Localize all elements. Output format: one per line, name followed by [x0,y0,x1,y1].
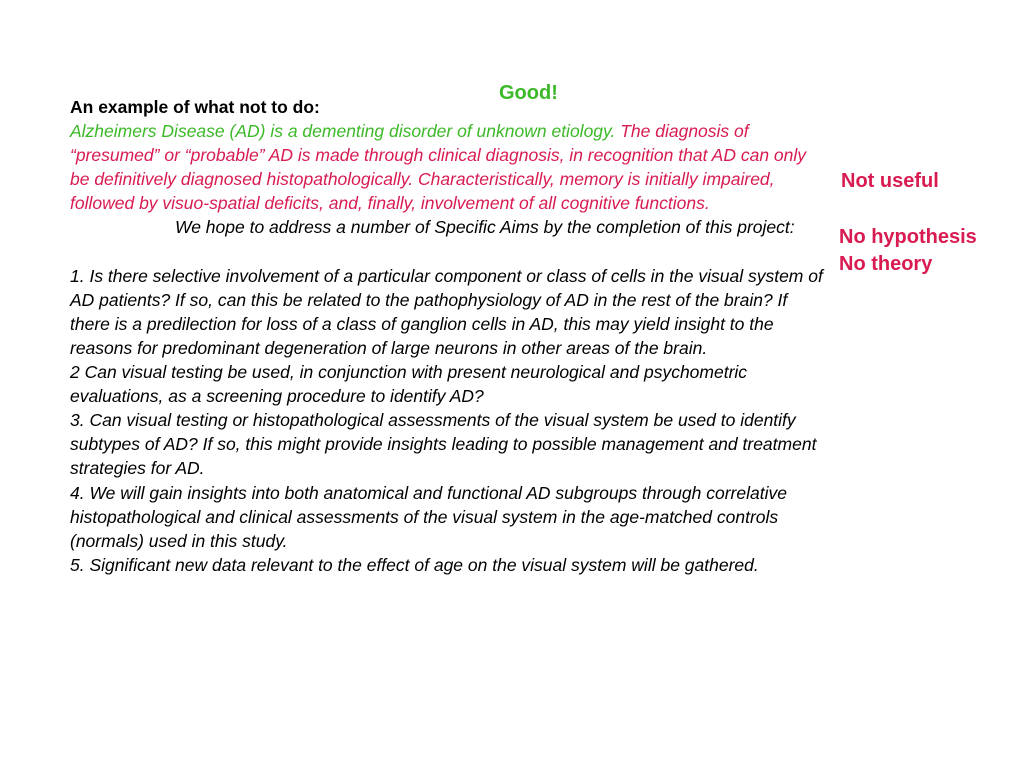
intro-green-text: Alzheimers Disease (AD) is a dementing disorder of unknown etiology. [70,121,616,142]
aim-item: 5. Significant new data relevant to the effect of age on the visual system will be gathered. [70,554,759,575]
good-label: Good! [499,82,558,104]
aim-item: 1. Is there selective involvement of a particular component or class of cells in the visual system of AD patients? If so, can this be related to the pathophysiology of AD in the rest of the brain? If there is a predilection for loss of a class of ganglion cells in AD, this may yield insight to the reasons for predominant degeneration of large neurons in other areas of the brain. [70,265,823,358]
no-hypothesis-note: No hypothesis [839,226,977,248]
intro-paragraph [70,119,830,215]
aim-item: 4. We will gain insights into both anatomical and functional AD subgroups through correlative histopathological and clinical assessments of the visual system in the age-matched controls (normals) used in this study. [70,482,787,551]
not-useful-note: Not useful [841,170,939,192]
spacer [70,240,830,264]
side-notes-block [839,224,977,278]
intro-red-text: The diagnosis of “presumed” or “probable” AD is made through clinical diagnosis, in recognition that AD can only be definitively diagnosed histopathologically. Characteristically, memory is initially impaired, followed by visuo-spatial deficits, and, finally, involvement of all cognitive functions. [70,121,807,214]
aims-intro: We hope to address a number of Specific Aims by the completion of this project: [175,217,795,238]
aim-item: 2 Can visual testing be used, in conjunction with present neurological and psychometric evaluations, as a screening procedure to identify AD? [70,362,748,407]
no-theory-note: No theory [839,253,933,275]
aim-item: 3. Can visual testing or histopathological assessments of the visual system be used to identify subtypes of AD? If so, this might provide insights leading to possible management and treatment strategies for AD. [70,410,817,479]
main-text-block [70,95,830,577]
heading: An example of what not to do: [70,97,320,117]
